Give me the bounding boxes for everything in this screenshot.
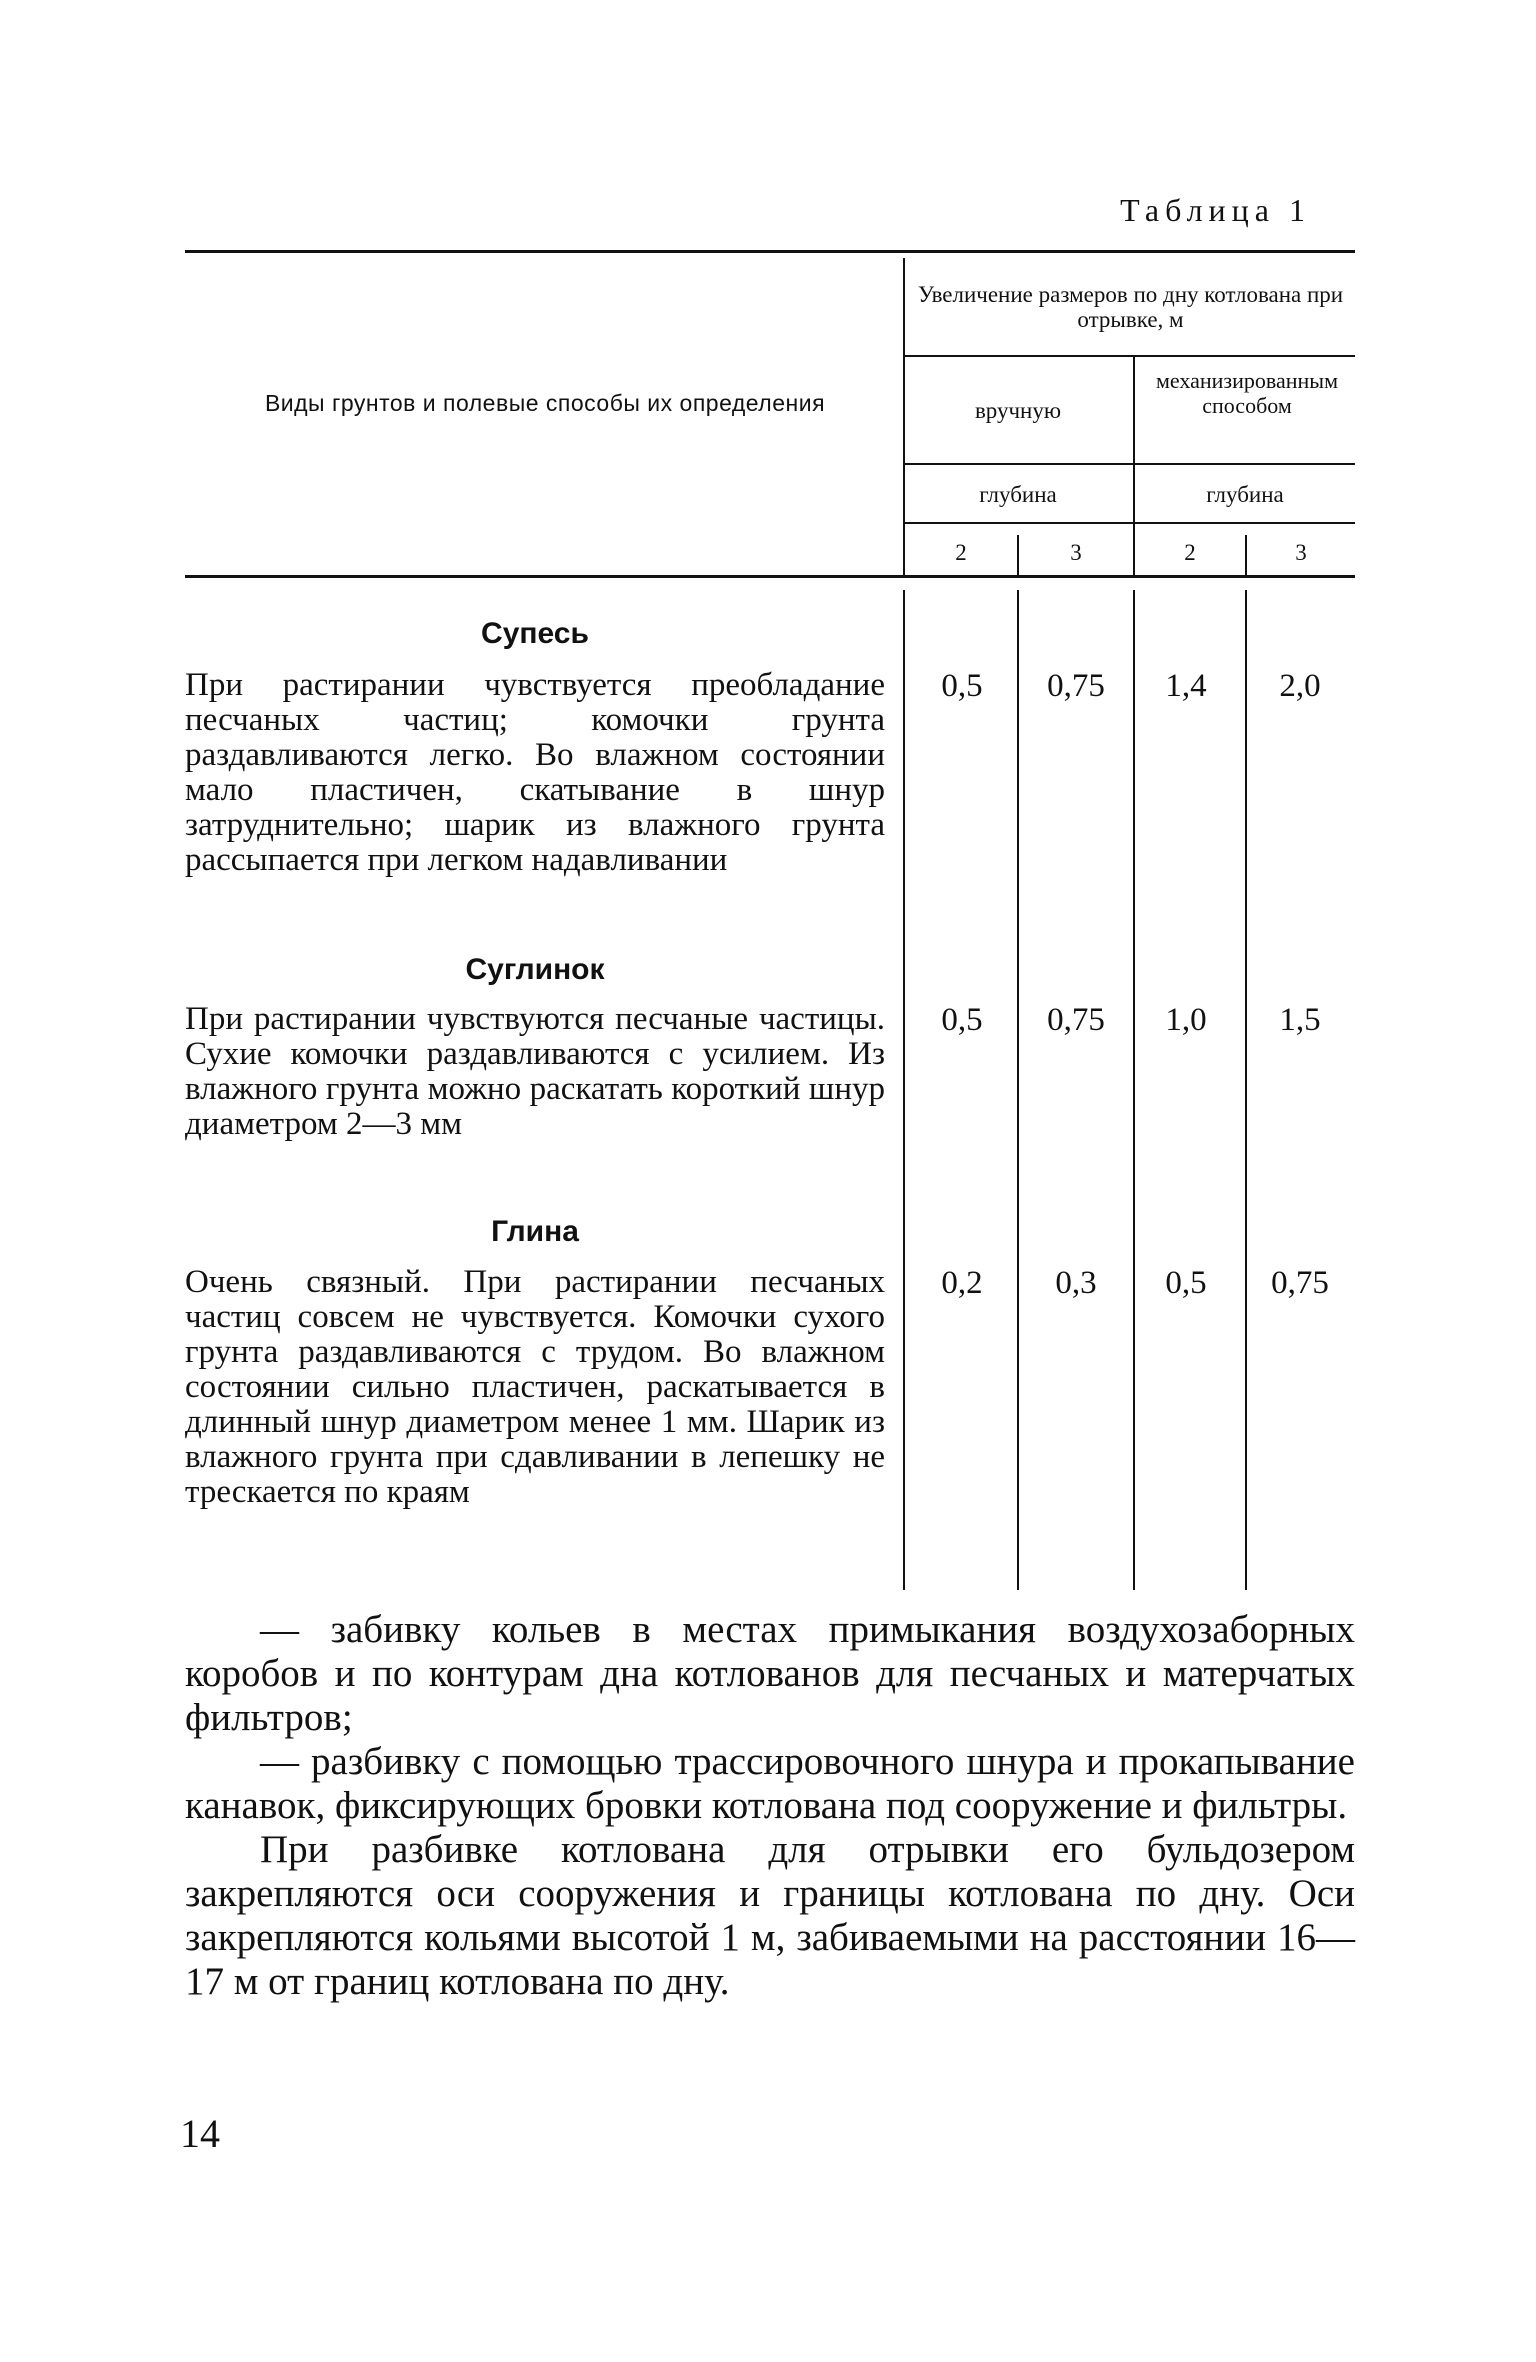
row-desc-sandy-loam: При растирании чувствуется преобладание песчаных частиц; комочки грунта раздавливаются легко. Во влажном состоянии мало пластичен, скатывание в шнур затруднительно; шарик из влажного грунта рассыпается при легком надавливании (185, 667, 885, 878)
header-manual: вручную (974, 398, 1062, 423)
header-d2-mech: 2 (1184, 540, 1196, 565)
body-vline-4 (1245, 590, 1247, 1590)
row-title-sandy-loam: Супесь (481, 617, 589, 650)
cell-sandy-loam-manual-3: 0,75 (1047, 668, 1105, 704)
body-vline-1 (903, 590, 905, 1590)
header-d3-mech: 3 (1295, 540, 1307, 565)
cell-clay-mech-2: 0,5 (1165, 1265, 1207, 1301)
row-title-loam: Суглинок (465, 953, 605, 986)
header-soil-types: Виды грунтов и полевые способы их определения (264, 390, 826, 416)
soil-table (185, 250, 1355, 1590)
table-header-bottom-rule (185, 575, 1355, 578)
cell-loam-manual-2: 0,5 (941, 1002, 983, 1038)
cell-loam-mech-3: 1,5 (1279, 1002, 1321, 1038)
cell-clay-manual-2: 0,2 (941, 1265, 983, 1301)
header-depth-manual: глубина (979, 482, 1057, 507)
cell-sandy-loam-manual-2: 0,5 (941, 668, 983, 704)
header-rule-2 (903, 463, 1355, 465)
body-vline-3 (1133, 590, 1135, 1590)
header-rule-1 (903, 355, 1355, 357)
row-desc-clay: Очень связный. При растирании песчаных частиц совсем не чувствуется. Комочки сухого грунта раздавливаются с трудом. Во влажном состоянии сильно пластичен, раскатывается в длинный шнур диаметром менее 1 мм. Шарик из влажного грунта при сдавливании в лепешку не трескается по краям (185, 1264, 885, 1510)
row-desc-loam: При растирании чувствуются песчаные частицы. Сухие комочки раздавливаются с усилием. Из влажного грунта можно раскатать короткий шнур диаметром 2—3 мм (185, 1001, 885, 1142)
header-mechanized: механизированным способом (1156, 368, 1338, 418)
table-top-rule (185, 250, 1355, 253)
paragraph-bulldozer: При разбивке котлована для отрывки его бульдозером закрепляются оси сооружения и границы котлована по дну. Оси закрепляются кольями высотой 1 м, забиваемыми на расстоянии 16—17 м от границ котлована по дну. (185, 1828, 1355, 2003)
cell-loam-mech-2: 1,0 (1165, 1002, 1207, 1038)
header-d2-manual: 2 (955, 540, 967, 565)
cell-loam-manual-3: 0,75 (1047, 1002, 1105, 1038)
cell-clay-manual-3: 0,3 (1055, 1265, 1097, 1301)
header-d3-manual: 3 (1070, 540, 1082, 565)
header-depth-mech: глубина (1206, 482, 1284, 507)
row-title-clay: Глина (491, 1215, 579, 1248)
page-number: 14 (180, 2111, 220, 2156)
paragraph-stakes: — забивку кольев в местах примыкания воздухозаборных коробов и по контурам дна котлованов для песчаных и матерчатых фильтров; (185, 1608, 1355, 1739)
cell-sandy-loam-mech-2: 1,4 (1165, 668, 1207, 704)
header-rule-3 (903, 522, 1355, 524)
table-caption: Таблица 1 (1120, 192, 1311, 228)
cell-clay-mech-3: 0,75 (1271, 1265, 1329, 1301)
header-increase: Увеличение размеров по дну котлована при отрывке, м (917, 282, 1344, 332)
body-vline-2 (1017, 590, 1019, 1590)
body-text (185, 1608, 1355, 2004)
paragraph-trace-cord: — разбивку с помощью трассировочного шнура и прокапывание канавок, фиксирующих бровки котлована под сооружение и фильтры. (185, 1740, 1355, 1827)
cell-sandy-loam-mech-3: 2,0 (1279, 668, 1321, 704)
